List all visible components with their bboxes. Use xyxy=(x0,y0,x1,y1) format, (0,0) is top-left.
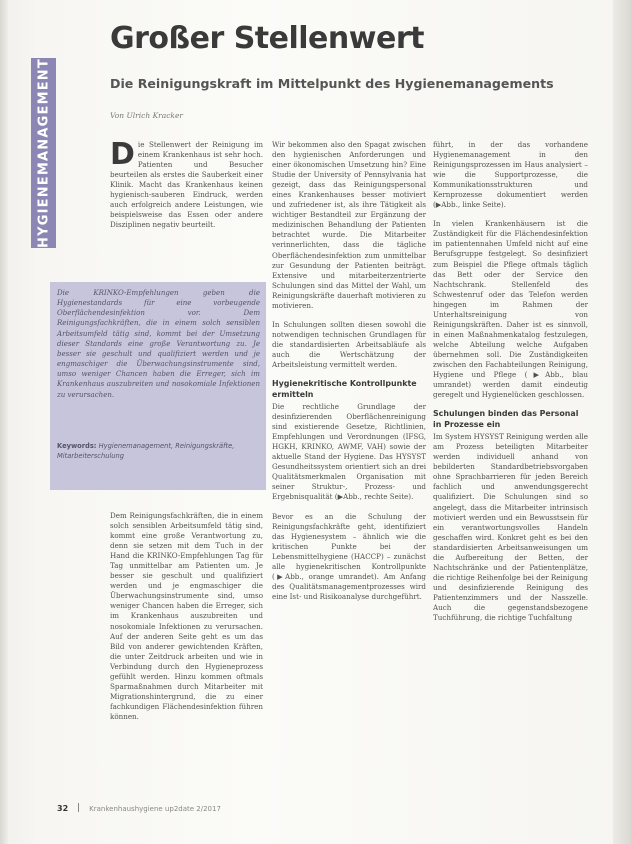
body-paragraph: führt, in der das vorhandene Hygienemanagement in den Reinigungsprozessen im Haus analysiert – wie die Supportprozesse, die Kommunikationsstrukturen und Kernprozesse dokumentiert werden (▶Abb., linke Seite). xyxy=(433,140,588,210)
keywords-text: Hygienemanagement, Reinigungskräfte, Mitarbeiterschulung xyxy=(57,442,235,460)
section-tab-label: HYGIENEMANAGEMENT xyxy=(36,58,51,248)
body-paragraph: Wir bekommen also den Spagat zwischen den hygienischen Anforderungen und einer ökonomischen Umsetzung hin? Eine Studie der University of Pennsylvania hat gezeigt, dass das Reinigungspersonal eines Krankenhauses besser motiviert und zufriedener ist, als ihre Tätigkeit als wichtiger Bestandteil zur Ergänzung der medizinischen Behandlung der Patienten betrachtet wurde. Die Mitarbeiter verinnerlichten, dass die tägliche Oberflächendesinfektion zum unmittelbar zur Gesundung der Patienten beiträgt. Extensive und mitarbeiterzentrierte Schulungen sind das Mittel der Wahl, um Reinigungskräfte dauerhaft motivieren zu motivieren. xyxy=(272,140,426,310)
article-author: Von Ulrich Kracker xyxy=(110,111,184,120)
body-paragraph: Die rechtliche Grundlage der desinfizierenden Oberflächenreinigung sind existierende Gesetze, Richtlinien, Empfehlungen und Verordnungen (IFSG, HGKH, KRINKO, AWMF, VAH) sowie der aktuelle Stand der Hygiene. Das HYSYST Gesundheitssystem orientiert sich an drei Qualitätsmerkmalen Organisation mit seiner Struktur-, Prozess- und Ergebnisqualität (▶Abb., rechte Seite). xyxy=(272,402,426,502)
intro-paragraph: ie Stellenwert der Reinigung im einem Krankenhaus ist sehr hoch. Patienten und Besucher beurteilen als erstes die Sauberkeit einer Klinik. Macht das Krankenhaus keinen hygienisch-sauberen Eindruck, werden auch erfolgreich andere Leistungen, wie beispielsweise das Essen oder andere Disziplinen negativ beurteilt. xyxy=(110,140,263,230)
abstract-text: Die KRINKO-Empfehlungen geben die Hygienestandards für eine vorbeugende Oberflächendesinfektion vor. Dem Reinigungsfachkräften, die in einem solch sensiblen Arbeitsumfeld tätig sind, kommt bei der Umsetzung dieser Standards eine große Verantwortung zu. Je besser sie geschult und qualifiziert werden und je engmaschiger die Überwachungsinstrumente sind, umso weniger Chancen haben die Erreger, sich im Krankenhaus auszubreiten und nosokomiale Infektionen zu verursachen. xyxy=(57,288,260,399)
drop-cap: D xyxy=(110,137,135,172)
section-heading: Hygienekritische Kontrollpunkte ermitteln xyxy=(272,379,417,399)
body-paragraph: In Schulungen sollten diesen sowohl die notwendigen technischen Grundlagen für die standardisierten Arbeitsabläufe als auch die Wertschätzung der Arbeitsleistung vermittelt werden. xyxy=(272,319,426,369)
column-1-continuation xyxy=(110,511,263,722)
publication-name: Krankenhaushygiene up2date 2/2017 xyxy=(89,805,221,813)
body-paragraph: In vielen Krankenhäusern ist die Zuständigkeit für die Flächendesinfektion im patientennahen Umfeld nicht auf eine Berufsgruppe festgelegt. So desinfiziert zum Beispiel die Pflege oftmals täglich das Bett oder der Service den Nachtschrank. Stellenfeld des Schwestenruf oder das Telefon werden hingegen im Rahmen der Unterhaltsreinigung von Reinigungskräften. Daher ist es sinnvoll, in einen Maßnahmenkatalog festzulegen, welche Abteilung welche Aufgaben übernehmen soll. Die Zuständigkeiten zwischen den Fachabteilungen Reinigung, Hygiene und Pflege (▶Abb., blau umrandet) werden damit eindeutig geregelt und Hygienelücken geschlossen. xyxy=(433,219,588,400)
page-footer xyxy=(57,803,221,813)
section-heading: Schulungen binden das Personal in Prozesse ein xyxy=(433,409,579,429)
page-shadow-left xyxy=(0,0,8,844)
body-paragraph: Bevor es an die Schulung der Reinigungsfachkräfte geht, identifiziert das Hygienesystem – ähnlich wie die kritischen Punkte bei der Lebensmittelhygiene (HACCP) – zunächst alle hygienekritischen Kontrollpunkte (▶Abb., orange umrandet). Am Anfang des Qualitätsmanagementprozesses wird eine Ist- und Risikoanalyse durchgeführt. xyxy=(272,511,426,601)
page-shadow-right xyxy=(613,0,631,844)
body-paragraph: Dem Reinigungsfachkräften, die in einem solch sensiblen Arbeitsumfeld tätig sind, kommt eine große Verantwortung zu, denn sie setzen mit dem Tuch in der Hand die KRINKO-Empfehlungen Tag für Tag unmittelbar am Patienten um. Je besser sie geschult und qualifiziert werden und je engmaschiger die Überwachungsinstrumente sind, umso weniger Chancen haben die Erreger, sich im Krankenhaus auszubreiten und nosokomiale Infektionen zu verursachen. Auf der anderen Seite geht es um das Bild von anderer gewichtenden Kräften, die unter Zeitdruck arbeiten und wie in Verbindung durch den Hygieneprozess gefühlt werden. Hinzu kommen oftmals Sparmaßnahmen durch Mitarbeiter mit Migrationshintergrund, die zu einer fachkundigen Flächendesinfektion führen können. xyxy=(110,511,263,721)
section-tab xyxy=(31,58,56,248)
column-3 xyxy=(433,140,588,623)
column-1-intro xyxy=(110,137,263,230)
column-2 xyxy=(272,140,426,602)
body-paragraph: Im System HYSYST Reinigung werden alle am Prozess beteiligten Mitarbeiter werden individuell anhand von bebilderten Standardbetriebsvorgaben ohne Sprachbarrieren für jeden Bereich fachlich und anwendungsgerecht qualifiziert. Die Schulungen sind so angelegt, dass die Mitarbeiter intrinsisch motiviert werden und ein Bewusstsein für ein verantwortungsvolles Handeln geschaffen wird. Konkret geht es bei den standardisierten Arbeitsanweisungen um die Aufbereitung der Betten, der Nachtschränke und der Patientenplätze, die richtige Reihenfolge bei der Reinigung und desinfizierende Reinigung des Patientenzimmers und der Nasszelle. Auch die gegenstandsbezogene Tuchführung, die richtige Tuchfaltung xyxy=(433,432,588,623)
footer-divider xyxy=(78,803,79,812)
keywords-label: Keywords: xyxy=(57,442,97,450)
page-number: 32 xyxy=(57,804,69,813)
abstract-box xyxy=(50,282,266,490)
article-subtitle: Die Reinigungskraft im Mittelpunkt des Hygienemanagements xyxy=(110,76,554,91)
article-title: Großer Stellenwert xyxy=(110,21,424,56)
keywords xyxy=(57,442,260,461)
